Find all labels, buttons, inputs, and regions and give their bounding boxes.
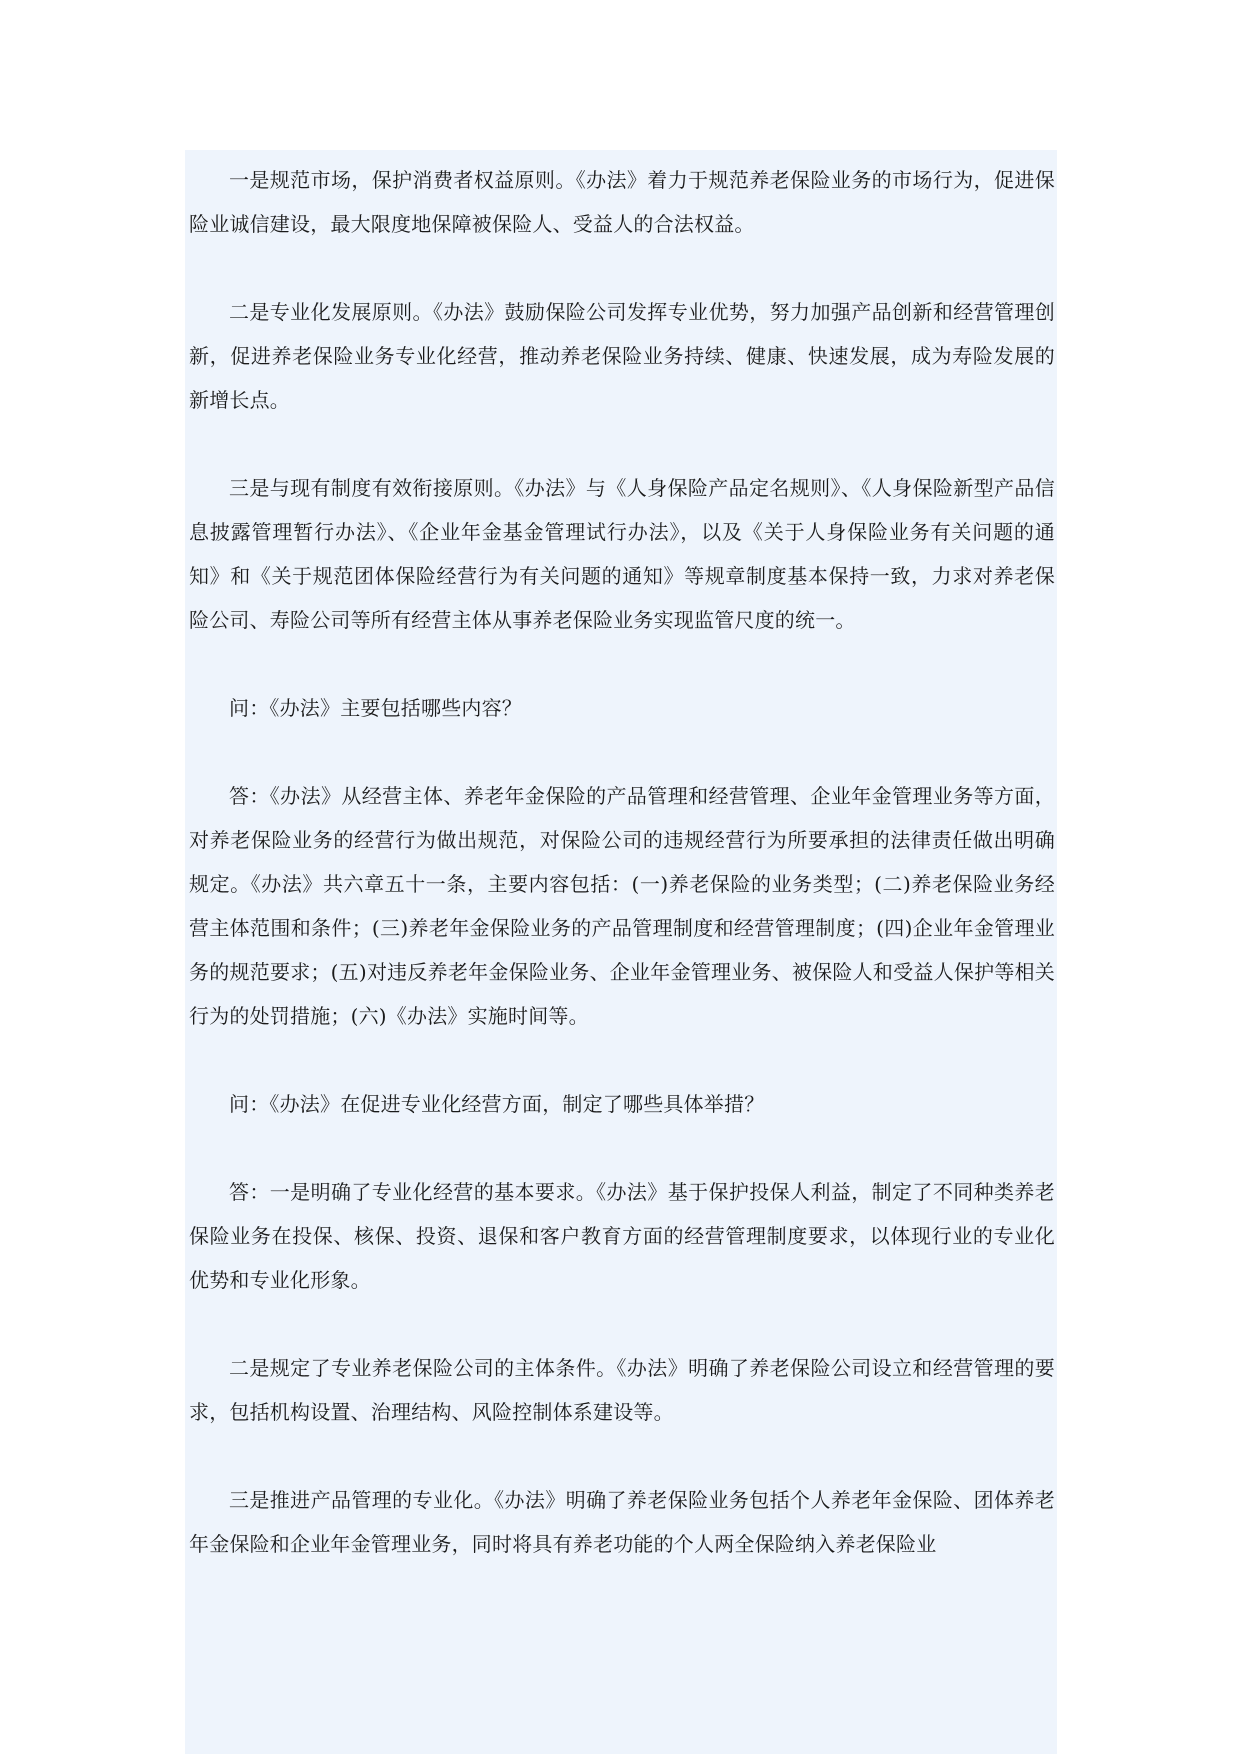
document-body bbox=[185, 150, 1057, 1754]
paragraph-answer-2-part-2: 二是规定了专业养老保险公司的主体条件。《办法》明确了养老保险公司设立和经营管理的要求，包括机构设置、治理结构、风险控制体系建设等。 bbox=[189, 1356, 1055, 1424]
paragraph-answer-2-part-3: 三是推进产品管理的专业化。《办法》明确了养老保险业务包括个人养老年金保险、团体养老年金保险和企业年金管理业务，同时将具有养老功能的个人两全保险纳入养老保险业 bbox=[189, 1488, 1055, 1556]
paragraph-principle-2: 二是专业化发展原则。《办法》鼓励保险公司发挥专业优势，努力加强产品创新和经营管理创新，促进养老保险业务专业化经营，推动养老保险业务持续、健康、快速发展，成为寿险发展的新增长点。 bbox=[189, 300, 1055, 412]
paragraph-question-2: 问：《办法》在促进专业化经营方面，制定了哪些具体举措？ bbox=[229, 1092, 765, 1116]
paragraph-principle-1: 一是规范市场，保护消费者权益原则。《办法》着力于规范养老保险业务的市场行为，促进保险业诚信建设，最大限度地保障被保险人、受益人的合法权益。 bbox=[189, 168, 1055, 236]
paragraph-answer-1: 答：《办法》从经营主体、养老年金保险的产品管理和经营管理、企业年金管理业务等方面，对养老保险业务的经营行为做出规范，对保险公司的违规经营行为所要承担的法律责任做出明确规定。《办法》共六章五十一条，主要内容包括：(一)养老保险的业务类型；(二)养老保险业务经营主体范围和条件；(三)养老年金保险业务的产品管理制度和经营管理制度；(四)企业年金管理业务的规范要求；(五)对违反养老年金保险业务、企业年金管理业务、被保险人和受益人保护等相关行为的处罚措施；(六)《办法》实施时间等。 bbox=[189, 784, 1055, 1028]
paragraph-question-1: 问：《办法》主要包括哪些内容？ bbox=[229, 696, 522, 720]
paragraph-principle-3: 三是与现有制度有效衔接原则。《办法》与《人身保险产品定名规则》、《人身保险新型产品信息披露管理暂行办法》、《企业年金基金管理试行办法》，以及《关于人身保险业务有关问题的通知》和《关于规范团体保险经营行为有关问题的通知》等规章制度基本保持一致，力求对养老保险公司、寿险公司等所有经营主体从事养老保险业务实现监管尺度的统一。 bbox=[189, 476, 1055, 632]
paragraph-answer-2-part-1: 答：一是明确了专业化经营的基本要求。《办法》基于保护投保人利益，制定了不同种类养老保险业务在投保、核保、投资、退保和客户教育方面的经营管理制度要求，以体现行业的专业化优势和专业化形象。 bbox=[189, 1180, 1055, 1292]
